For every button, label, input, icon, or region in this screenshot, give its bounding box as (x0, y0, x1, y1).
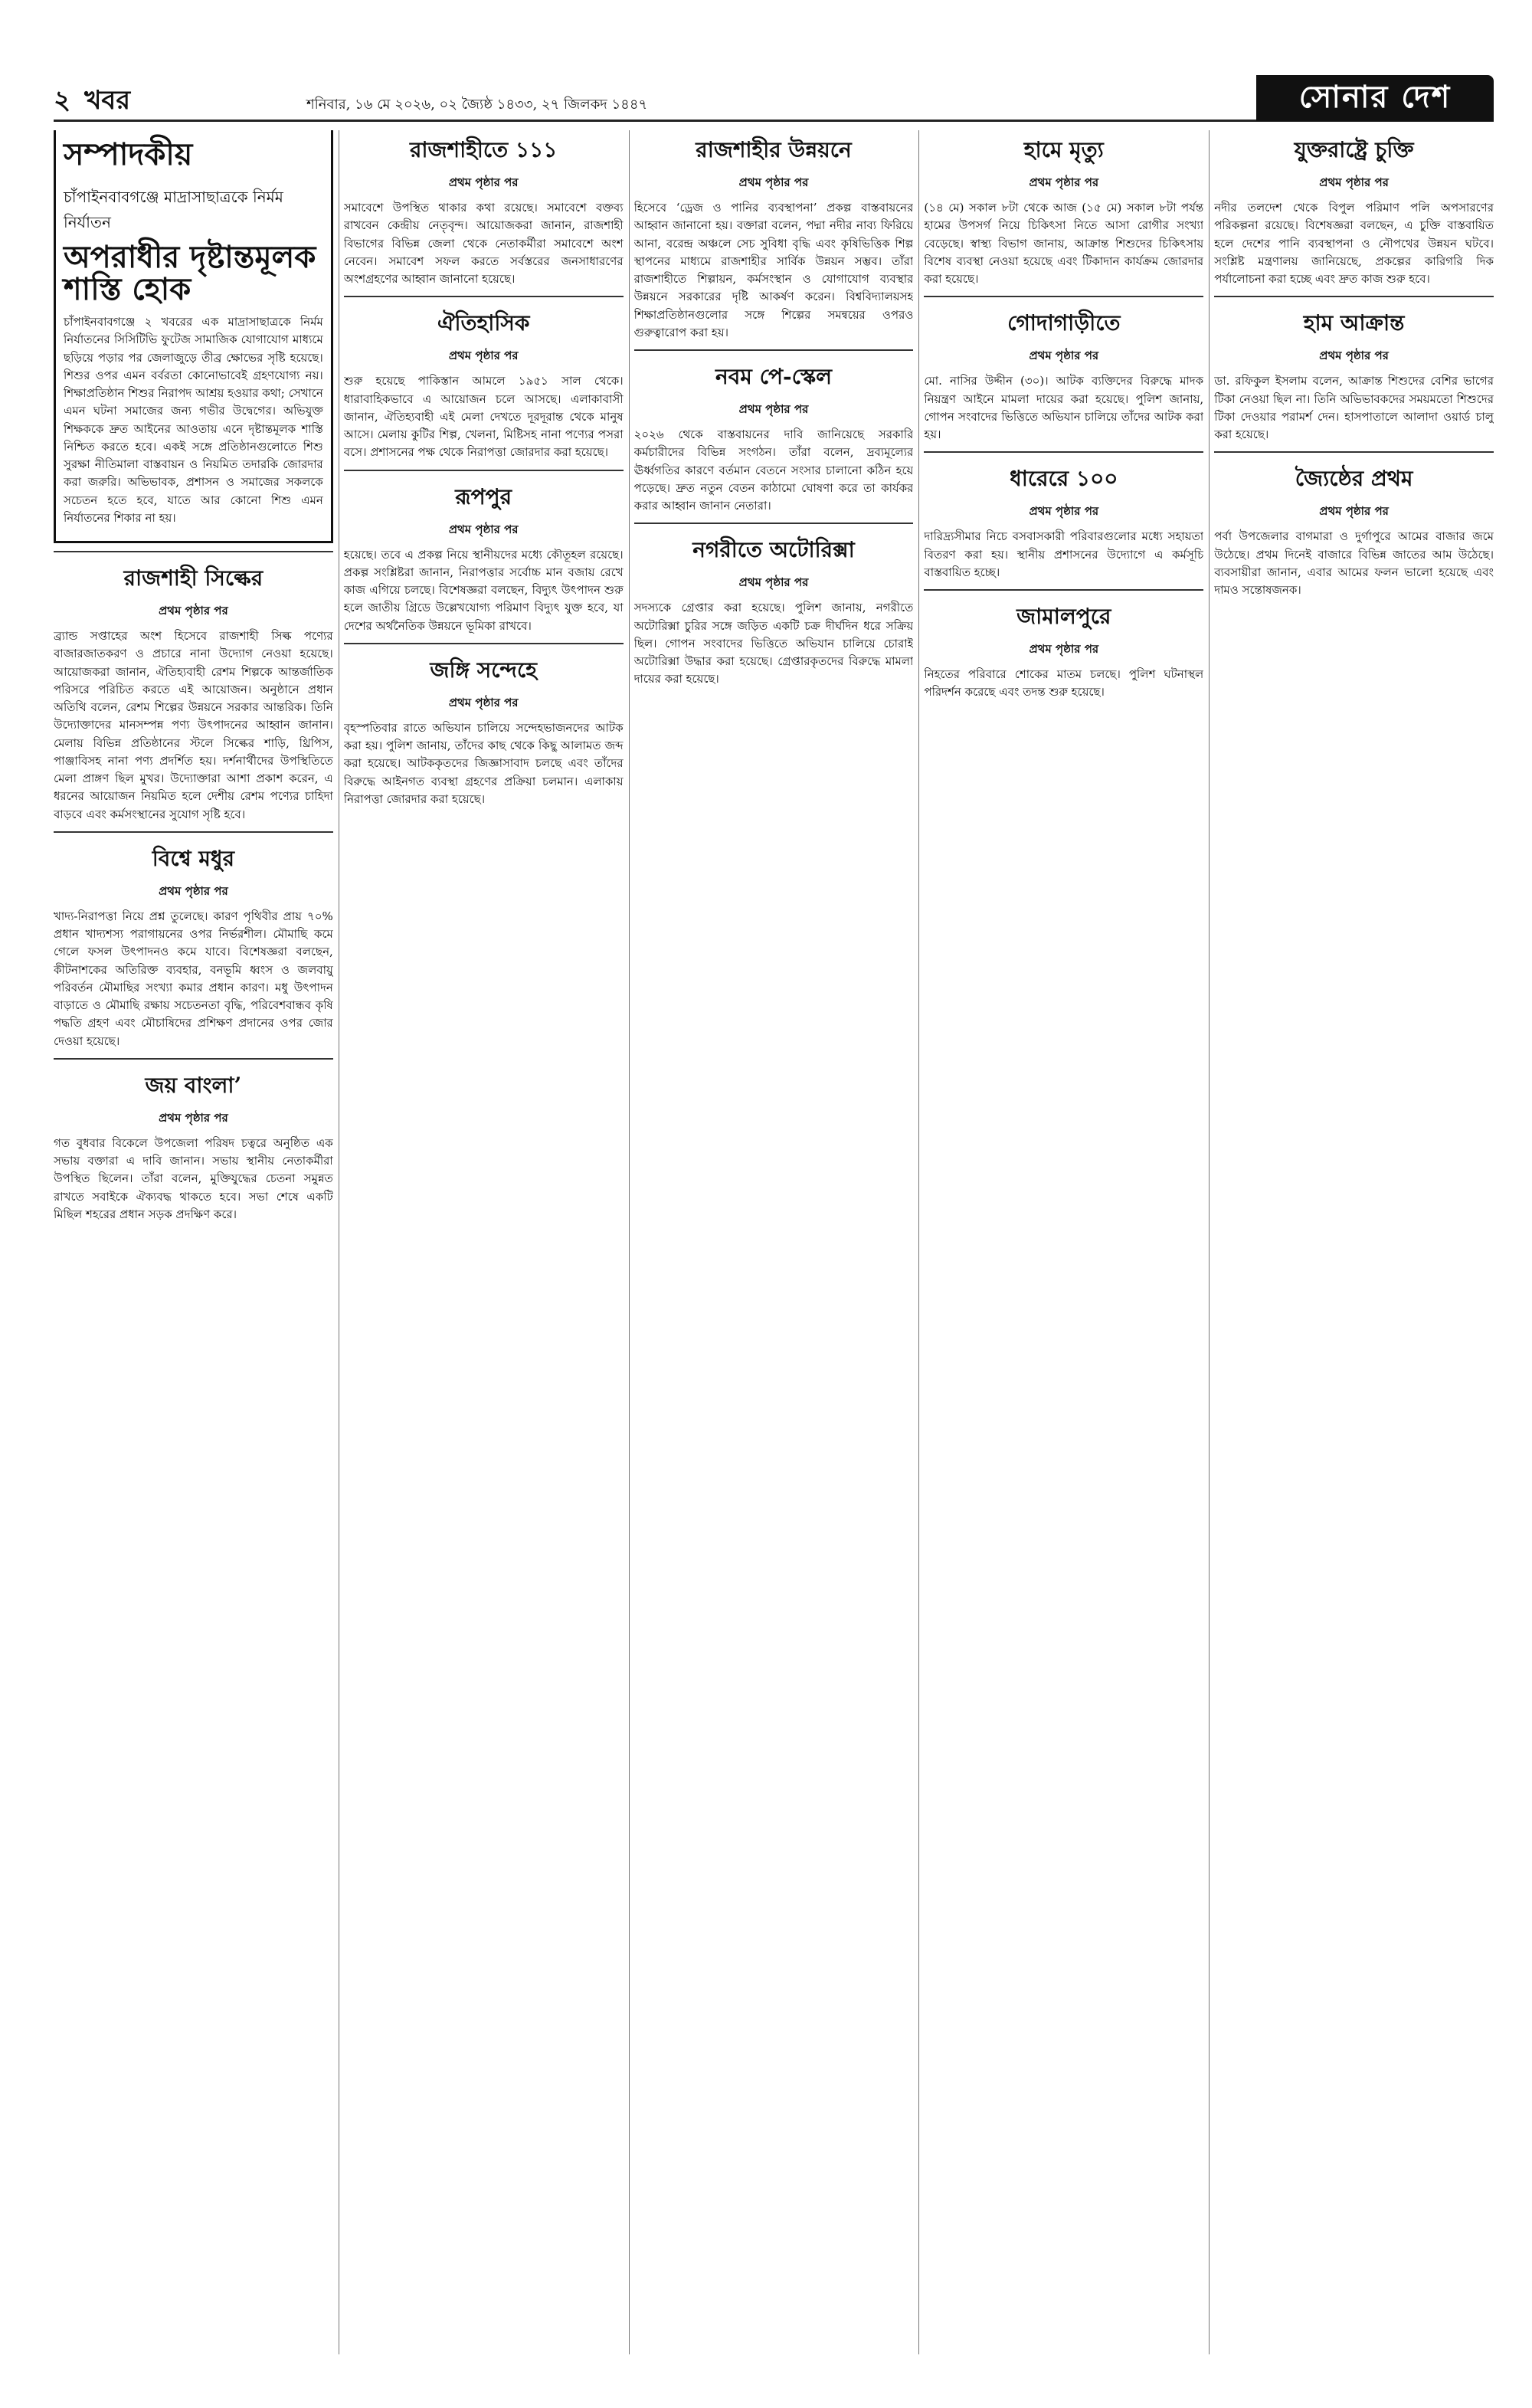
editorial-headline: অপরাধীর দৃষ্টান্তমূলক শাস্তি হোক (64, 239, 316, 307)
article (1214, 296, 1494, 444)
masthead-logo: সোনার দেশ (1256, 75, 1494, 121)
article-continued-label: প্রথম পৃষ্ঠার পর (1029, 642, 1099, 656)
article-headline: বিশ্বে মধুর (152, 845, 235, 871)
article-continued-label: প্রথম পৃষ্ঠার পর (448, 695, 519, 709)
article-body: ২০২৬ থেকে বাস্তবায়নের দাবি জানিয়েছে সরকারি কর্মচারীদের বিভিন্ন সংগঠন। তাঁরা বলেন, দ্রব্যমূল্যের ঊর্ধ্বগতির কারণে বর্তমান বেতনে সংসার চালানো কঠিন হয়ে পড়েছে। দ্রুত নতুন বেতন কাঠামো ঘোষণা করে তা কার্যকর করার আহ্বান জানান নেতারা। (633, 428, 914, 513)
article-continued-label: প্রথম পৃষ্ঠার পর (159, 604, 228, 618)
article-headline: জামালপুরে (1016, 604, 1111, 629)
article-continued-label: প্রথম পৃষ্ঠার পর (448, 349, 519, 363)
article-continued-label: প্রথম পৃষ্ঠার পর (1319, 349, 1389, 363)
article-body: সদস্যকে গ্রেপ্তার করা হয়েছে। পুলিশ জানায়, নগরীতে অটোরিক্সা চুরির সঙ্গে জড়িত একটি চক্র দীর্ঘদিন ধরে সক্রিয় ছিল। গোপন সংবাদের ভিত্তিতে অভিযান চালিয়ে চোরাই অটোরিক্সা উদ্ধার করা হয়েছে। গ্রেপ্তারকৃতদের বিরুদ্ধে মামলা দায়ের করা হয়েছে। (633, 601, 914, 686)
article-continued-label: প্রথম পৃষ্ঠার পর (448, 175, 519, 189)
article-headline: রাজশাহী সিল্কের (123, 565, 264, 591)
article-continued-label: প্রথম পৃষ্ঠার পর (1029, 175, 1099, 189)
article-headline: জঙ্গি সন্দেহে (430, 657, 537, 683)
editorial-title: সম্পাদকীয় (64, 136, 193, 172)
article-body: হিসেবে ‘ড্রেজ ও পানির ব্যবস্থাপনা’ প্রকল্প বাস্তবায়নের আহ্বান জানানো হয়। বক্তারা বলেন, পদ্মা নদীর নাব্য ফিরিয়ে আনা, বরেন্দ্র অঞ্চলে সেচ সুবিধা বৃদ্ধি এবং কৃষিভিত্তিক শিল্প স্থাপনের মাধ্যমে রাজশাহীর সার্বিক উন্নয়ন সম্ভব। তাঁরা রাজশাহীতে শিল্পায়ন, কর্মসংস্থান ও যোগাযোগ ব্যবস্থার উন্নয়নে সরকারের দৃষ্টি আকর্ষণ করেন। বিশ্ববিদ্যালয়সহ শিক্ষাপ্রতিষ্ঠানগুলোর সঙ্গে শিল্পের সমন্বয়ের ওপরও গুরুত্বারোপ করা হয়। (633, 201, 914, 339)
article-headline: হামে মৃত্যু (1023, 137, 1104, 162)
article-body: খাদ্য-নিরাপত্তা নিয়ে প্রশ্ন তুলেছে। কারণ পৃথিবীর প্রায় ৭০% প্রধান খাদ্যশস্য পরাগায়নের ওপর নির্ভরশীল। মৌমাছি কমে গেলে ফসল উৎপাদনও কমে যাবে। বিশেষজ্ঞরা বলছেন, কীটনাশকের অতিরিক্ত ব্যবহার, বনভূমি ধ্বংস ও জলবায়ু পরিবর্তন মৌমাছির সংখ্যা কমার প্রধান কারণ। মধু উৎপাদন বাড়াতে ও মৌমাছি রক্ষায় সচেতনতা বৃদ্ধি, পরিবেশবান্ধব কৃষি পদ্ধতি গ্রহণ এবং মৌচাষিদের প্রশিক্ষণ প্রদানের ওপর জোর দেওয়া হয়েছে। (54, 909, 333, 1048)
article (1214, 133, 1494, 288)
article-body: শুরু হয়েছে পাকিস্তান আমলে ১৯৫১ সাল থেকে। ধারাবাহিকভাবে এ আয়োজন চলে আসছে। এলাকাবাসী জানান, ঐতিহ্যবাহী এই মেলা দেখতে দূরদূরান্ত থেকে মানুষ আসে। মেলায় কুটির শিল্প, খেলনা, মিষ্টিসহ নানা পণ্যের পসরা বসে। প্রশাসনের পক্ষ থেকে নিরাপত্তা জোরদার করা হয়েছে। (343, 374, 624, 460)
article (924, 451, 1203, 582)
column-2 (344, 130, 624, 2354)
article-continued-label: প্রথম পৃষ্ঠার পর (1029, 504, 1099, 519)
article-headline: নবম পে-স্কেল (715, 364, 832, 389)
article-continued-label: প্রথম পৃষ্ঠার পর (159, 1110, 228, 1125)
column-divider (1209, 130, 1210, 2354)
article-headline: গোদাগাড়ীতে (1007, 310, 1121, 336)
article-headline: ধারেরে ১০০ (1010, 466, 1118, 492)
section-name: খবর (84, 84, 131, 116)
column-4 (924, 130, 1203, 2354)
article-body: নিহতের পরিবারে শোকের মাতম চলছে। পুলিশ ঘটনাস্থল পরিদর্শন করেছে এবং তদন্ত শুরু হয়েছে। (924, 667, 1204, 699)
article (1214, 451, 1494, 599)
article-headline: রাজশাহীতে ১১১ (409, 137, 558, 162)
article-headline: জয় বাংলা’ (145, 1072, 242, 1098)
article (54, 551, 333, 824)
article-headline: নগরীতে অটোরিক্সা (692, 537, 855, 563)
article (924, 589, 1203, 702)
article-body: হয়েছে। তবে এ প্রকল্প নিয়ে স্থানীয়দের মধ্যে কৌতূহল রয়েছে। প্রকল্প সংশ্লিষ্টরা জানান, নিরাপত্তার সর্বোচ্চ মান বজায় রেখে কাজ এগিয়ে চলছে। বিশেষজ্ঞরা বলছেন, বিদ্যুৎ উৎপাদন শুরু হলে জাতীয় গ্রিডে উল্লেখযোগ্য পরিমাণ বিদ্যুৎ যুক্ত হবে, যা দেশের অর্থনৈতিক উন্নয়নে ভূমিকা রাখবে। (343, 547, 624, 633)
article-headline: রূপপুর (455, 483, 512, 509)
article-body: সমাবেশে উপস্থিত থাকার কথা রয়েছে। সমাবেশে বক্তব্য রাখবেন কেন্দ্রীয় নেতৃবৃন্দ। আয়োজকরা জানান, রাজশাহী বিভাগের বিভিন্ন জেলা থেকে নেতাকর্মীরা সমাবেশে অংশ নেবেন। সমাবেশ সফল করতে সর্বস্তরের জনসাধারণের অংশগ্রহণের আহ্বান জানানো হয়েছে। (343, 201, 624, 286)
article-body: বৃহস্পতিবার রাতে অভিযান চালিয়ে সন্দেহভাজনদের আটক করা হয়। পুলিশ জানায়, তাঁদের কাছ থেকে কিছু আলামত জব্দ করা হয়েছে। আটককৃতদের জিজ্ঞাসাবাদ চলছে এবং তাঁদের বিরুদ্ধে আইনগত ব্যবস্থা গ্রহণের প্রক্রিয়া চলমান। এলাকায় নিরাপত্তা জোরদার করা হয়েছে। (343, 720, 624, 806)
article-headline: হাম আক্রান্ত (1303, 310, 1405, 336)
article-body: গত বুধবার বিকেলে উপজেলা পরিষদ চত্বরে অনুষ্ঠিত এক সভায় বক্তারা এ দাবি জানান। সভায় স্থানীয় নেতাকর্মীরা উপস্থিত ছিলেন। তাঁরা বলেন, মুক্তিযুদ্ধের চেতনা সমুন্নত রাখতে সবাইকে ঐক্যবদ্ধ থাকতে হবে। সভা শেষে একটি মিছিল শহরের প্রধান সড়ক প্রদক্ষিণ করে। (54, 1135, 333, 1221)
article (634, 349, 914, 515)
article (924, 133, 1203, 288)
article-body: মো. নাসির উদ্দীন (৩০)। আটক ব্যক্তিদের বিরুদ্ধে মাদক নিয়ন্ত্রণ আইনে মামলা দায়ের করা হয়েছে। পুলিশ জানায়, গোপন সংবাদের ভিত্তিতে অভিযান চালিয়ে তাঁদের আটক করা হয়। (924, 374, 1204, 441)
article-body: ব্র্যান্ড সপ্তাহের অংশ হিসেবে রাজশাহী সিল্ক পণ্যের বাজারজাতকরণ ও প্রচারে নানা উদ্যোগ নেওয়া হয়েছে। আয়োজকরা জানান, ঐতিহ্যবাহী রেশম শিল্পকে আন্তর্জাতিক পরিসরে পরিচিত করতে এই আয়োজন। অনুষ্ঠানে প্রধান অতিথি বলেন, রেশম শিল্পের উন্নয়নে সরকার আন্তরিক। তিনি উদ্যোক্তাদের মানসম্পন্ন পণ্য উৎপাদনের আহ্বান জানান। মেলায় বিভিন্ন প্রতিষ্ঠানের স্টলে সিল্কের শাড়ি, থ্রিপিস, পাঞ্জাবিসহ নানা পণ্য প্রদর্শিত হয়। দর্শনার্থীদের উপস্থিতিতে মেলা প্রাঙ্গণ ছিল মুখর। উদ্যোক্তারা আশা প্রকাশ করেন, এ ধরনের আয়োজন নিয়মিত হলে দেশীয় রেশম পণ্যের চাহিদা বাড়বে এবং কর্মসংস্থানের সুযোগ সৃষ্টি হবে। (54, 629, 333, 821)
article (634, 133, 914, 342)
article-body: ডা. রফিকুল ইসলাম বলেন, আক্রান্ত শিশুদের বেশির ভাগের টিকা নেওয়া ছিল না। তিনি অভিভাবকদের সময়মতো শিশুদের টিকা দেওয়ার পরামর্শ দেন। হাসপাতালে আলাদা ওয়ার্ড চালু করা হয়েছে। (1214, 374, 1494, 441)
column-5 (1214, 130, 1494, 2354)
editorial-kicker: চাঁপাইনবাবগঞ্জে মাদ্রাসাছাত্রকে নির্মম নির্যাতন (64, 188, 283, 231)
page-number-box (54, 86, 184, 118)
column-1 (54, 130, 333, 2354)
column-divider (918, 130, 919, 2354)
editorial-box (54, 130, 333, 543)
article (54, 831, 333, 1050)
article (54, 1058, 333, 1224)
editorial-body: চাঁপাইনবাবগঞ্জে ২ খবরের এক মাদ্রাসাছাত্রকে নির্মম নির্যাতনের সিসিটিভি ফুটেজ সামাজিক যোগাযোগ মাধ্যমে ছড়িয়ে পড়ার পর জেলাজুড়ে তীব্র ক্ষোভের সৃষ্টি হয়েছে। শিশুর ওপর এমন বর্বরতা কোনোভাবেই গ্রহণযোগ্য নয়। শিক্ষাপ্রতিষ্ঠান শিশুর নিরাপদ আশ্রয় হওয়ার কথা; সেখানে এমন ঘটনা সমাজের জন্য গভীর উদ্বেগের। অভিযুক্ত শিক্ষককে দ্রুত আইনের আওতায় এনে দৃষ্টান্তমূলক শাস্তি নিশ্চিত করতে হবে। একই সঙ্গে প্রতিষ্ঠানগুলোতে শিশু সুরক্ষা নীতিমালা বাস্তবায়ন ও নিয়মিত তদারকি জোরদার করা জরুরি। অভিভাবক, প্রশাসন ও সমাজের সকলকে সচেতন হতে হবে, যাতে আর কোনো শিশু এমন নির্যাতনের শিকার না হয়। (64, 315, 323, 525)
article-continued-label: প্রথম পৃষ্ঠার পর (738, 402, 809, 416)
article-headline: যুক্তরাষ্ট্রে চুক্তি (1294, 137, 1414, 162)
article-body: নদীর তলদেশ থেকে বিপুল পরিমাণ পলি অপসারণের পরিকল্পনা রয়েছে। বিশেষজ্ঞরা বলছেন, এ চুক্তি বাস্তবায়িত হলে দেশের পানি ব্যবস্থাপনা ও নৌপথের উন্নয়ন ঘটবে। সংশ্লিষ্ট মন্ত্রণালয় জানিয়েছে, প্রকল্পের কারিগরি দিক পর্যালোচনা করা হচ্ছে এবং দ্রুত কাজ শুরু হবে। (1214, 201, 1494, 286)
article (344, 133, 624, 288)
article (344, 643, 624, 808)
article (924, 296, 1203, 444)
article-continued-label: প্রথম পৃষ্ঠার পর (1319, 504, 1389, 519)
article-headline: রাজশাহীর উন্নয়নে (696, 137, 852, 162)
article (344, 296, 624, 461)
article (344, 470, 624, 635)
article-continued-label: প্রথম পৃষ্ঠার পর (1319, 175, 1389, 189)
article-continued-label: প্রথম পৃষ্ঠার পর (448, 522, 519, 536)
article-headline: ঐতিহাসিক (437, 310, 530, 336)
article-body: দারিদ্র্যসীমার নিচে বসবাসকারী পরিবারগুলোর মধ্যে সহায়তা বিতরণ করা হয়। স্থানীয় প্রশাসনের উদ্যোগে এ কর্মসূচি বাস্তবায়িত হচ্ছে। (924, 529, 1204, 579)
column-3 (634, 130, 914, 2354)
date-line: শনিবার, ১৬ মে ২০২৬, ০২ জ্যৈষ্ঠ ১৪৩৩, ২৭ জিলকদ ১৪৪৭ (306, 97, 648, 113)
article-headline: জ্যৈষ্ঠের প্রথম (1295, 466, 1413, 492)
column-divider (629, 130, 630, 2354)
article-body: পর্বা উপজেলার বাগমারা ও দুর্গাপুরে আমের বাজার জমে উঠেছে। প্রথম দিনেই বাজারে বিভিন্ন জাতের আম উঠেছে। ব্যবসায়ীরা জানান, এবার আমের ফলন ভালো হয়েছে এবং দামও সন্তোষজনক। (1214, 529, 1494, 597)
article-continued-label: প্রথম পৃষ্ঠার পর (738, 175, 809, 189)
article-continued-label: প্রথম পৃষ্ঠার পর (159, 883, 228, 898)
page-number: ২ (54, 84, 71, 116)
article (634, 523, 914, 688)
article-continued-label: প্রথম পৃষ্ঠার পর (1029, 349, 1099, 363)
article-continued-label: প্রথম পৃষ্ঠার পর (738, 575, 809, 590)
page-header (54, 78, 1494, 122)
article-body: (১৪ মে) সকাল ৮টা থেকে আজ (১৫ মে) সকাল ৮টা পর্যন্ত হামের উপসর্গ নিয়ে চিকিৎসা নিতে আসা রোগীর সংখ্যা বেড়েছে। স্বাস্থ্য বিভাগ জানায়, আক্রান্ত শিশুদের চিকিৎসায় বিশেষ ব্যবস্থা নেওয়া হয়েছে এবং টিকাদান কার্যক্রম জোরদার করা হয়েছে। (924, 201, 1204, 286)
